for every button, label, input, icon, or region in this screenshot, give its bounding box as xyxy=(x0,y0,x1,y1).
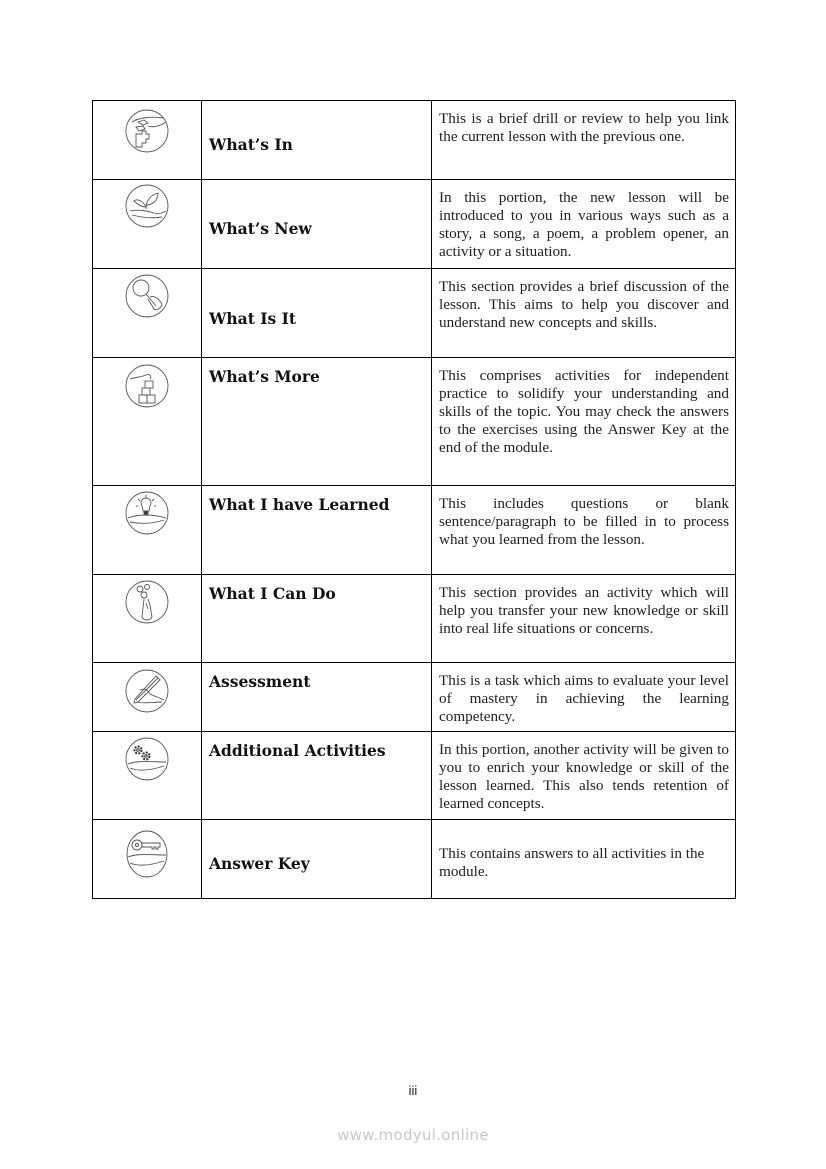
table-row xyxy=(93,486,736,575)
table-row xyxy=(93,101,736,180)
description-cell xyxy=(432,575,736,663)
label-cell xyxy=(202,663,432,732)
description-cell xyxy=(432,820,736,899)
table-row xyxy=(93,732,736,820)
icon-cell xyxy=(93,269,202,358)
gears-hand-icon xyxy=(124,736,170,782)
table-row xyxy=(93,180,736,269)
description-cell xyxy=(432,269,736,358)
section-label: Additional Activities xyxy=(209,741,386,760)
section-description: This section provides a brief discussion of the lesson. This aims to help you discover and understand new concepts and skills. xyxy=(439,278,729,331)
table-row xyxy=(93,820,736,899)
section-label: What’s In xyxy=(209,135,293,154)
section-description: This is a task which aims to evaluate your level of mastery in achieving the learning competency. xyxy=(439,672,729,725)
watermark: www.modyul.online xyxy=(337,1126,489,1144)
hand-blocks-icon xyxy=(124,363,170,409)
table-row xyxy=(93,358,736,486)
module-guide-table xyxy=(92,100,736,899)
section-description: In this portion, another activity will be given to you to enrich your knowledge or skill of the lesson learned. This also tends retention of learned concepts. xyxy=(439,741,729,812)
description-cell xyxy=(432,358,736,486)
key-hand-icon xyxy=(124,828,170,880)
section-description: This includes questions or blank sentence/paragraph to be filled in to process what you learned from the lesson. xyxy=(439,495,729,548)
label-cell xyxy=(202,101,432,180)
icon-cell xyxy=(93,101,202,180)
hand-puzzle-icon xyxy=(124,108,170,154)
section-label: What I have Learned xyxy=(209,495,390,514)
hand-seedling-icon xyxy=(124,183,170,229)
icon-cell xyxy=(93,486,202,575)
lightbulb-hand-icon xyxy=(124,490,170,536)
label-cell xyxy=(202,732,432,820)
section-description: This section provides an activity which will help you transfer your new knowledge or skill into real life situations or concerns. xyxy=(439,584,729,637)
label-cell xyxy=(202,269,432,358)
section-description: This comprises activities for independent practice to solidify your understanding and skills of the topic. You may check the answers to the exercises using the Answer Key at the end of the module. xyxy=(439,367,729,456)
label-cell xyxy=(202,180,432,269)
table-row xyxy=(93,575,736,663)
description-cell xyxy=(432,486,736,575)
description-cell xyxy=(432,101,736,180)
description-cell xyxy=(432,663,736,732)
icon-cell xyxy=(93,732,202,820)
label-cell xyxy=(202,820,432,899)
description-cell xyxy=(432,732,736,820)
icon-cell xyxy=(93,358,202,486)
hand-pen-icon xyxy=(124,668,170,714)
label-cell xyxy=(202,575,432,663)
section-description: This is a brief drill or review to help you link the current lesson with the previous one. xyxy=(439,110,729,145)
icon-cell xyxy=(93,575,202,663)
icon-cell xyxy=(93,663,202,732)
section-label: Assessment xyxy=(209,672,311,691)
label-cell xyxy=(202,486,432,575)
hand-gears-up-icon xyxy=(124,579,170,625)
table-row xyxy=(93,269,736,358)
section-label: Answer Key xyxy=(209,854,310,873)
icon-cell xyxy=(93,820,202,899)
section-label: What’s New xyxy=(209,219,312,238)
magnifying-glass-icon xyxy=(124,273,170,319)
description-cell xyxy=(432,180,736,269)
section-label: What I Can Do xyxy=(209,584,336,603)
section-label: What’s More xyxy=(209,367,320,386)
label-cell xyxy=(202,358,432,486)
section-description: In this portion, the new lesson will be introduced to you in various ways such as a story, a song, a poem, a problem opener, an activity or a situation. xyxy=(439,189,729,260)
icon-cell xyxy=(93,180,202,269)
section-label: What Is It xyxy=(209,309,297,328)
table-row xyxy=(93,663,736,732)
section-description: This contains answers to all activities in the module. xyxy=(439,845,705,880)
page-number: iii xyxy=(408,1083,418,1098)
